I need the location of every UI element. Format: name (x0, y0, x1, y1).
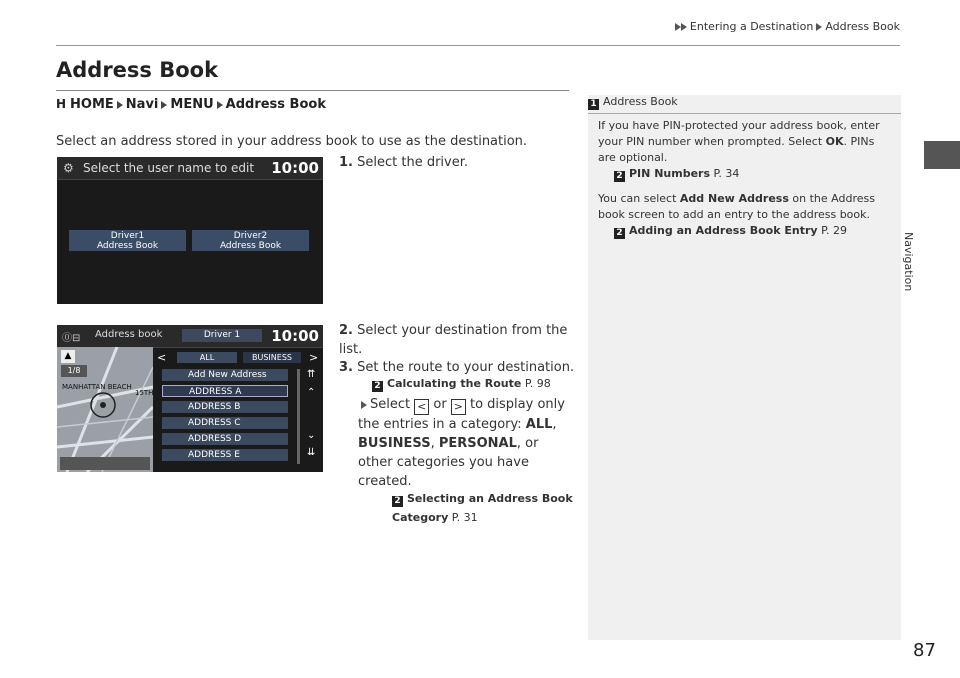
step-2-text: Select your destination from the list. (339, 323, 568, 357)
driver1-label: Driver1 (110, 231, 145, 241)
p2-text-b: on the Address book screen to add an entry to the address book. (598, 192, 875, 221)
step-3-number: 3. (339, 360, 353, 375)
screen1-title: Select the user name to edit (83, 161, 255, 175)
substep-text-c: , or other categories you have created. (358, 436, 539, 489)
scroll-up-icon[interactable]: ⌃ (307, 387, 316, 398)
xref-title-1: Selecting an Address Book (407, 492, 573, 505)
breadcrumb-part2[interactable]: Address Book (825, 20, 900, 33)
xref-page: P. 98 (524, 377, 551, 390)
substep-text-b: to display only the entries in a category: (358, 397, 565, 432)
xref-calculating-route[interactable] (372, 377, 551, 392)
side-note-header (588, 95, 901, 114)
xref-icon: 2 (614, 228, 625, 239)
note-icon: 1 (588, 99, 599, 110)
screen1-clock: 10:00 (271, 159, 319, 177)
breadcrumb-part1[interactable]: Entering a Destination (689, 20, 814, 33)
xref-page: P. 31 (451, 511, 478, 524)
step-1 (339, 153, 468, 172)
driver1-address-book-button[interactable] (69, 230, 186, 251)
map-street-label: 15TH (135, 389, 154, 397)
category-all: ALL (525, 417, 553, 432)
xref-selecting-category[interactable] (392, 489, 573, 527)
prev-category-icon[interactable]: < (157, 351, 167, 364)
section-label: Navigation (902, 232, 915, 292)
driver-tab[interactable]: Driver 1 (182, 329, 262, 342)
back-icon[interactable]: ⓪⊟ (62, 333, 81, 344)
x1-title: PIN Numbers (629, 167, 710, 180)
xref-title: Calculating the Route (387, 377, 522, 390)
driver1-sub-label: Address Book (96, 241, 159, 251)
list-item[interactable]: ADDRESS C (162, 417, 288, 429)
path-address-book: Address Book (225, 97, 326, 112)
map-label: MANHATTAN BEACH (62, 383, 132, 391)
xref-pin-numbers[interactable] (614, 166, 894, 182)
driver2-sub-label: Address Book (219, 241, 282, 251)
substep-text-a: Select (370, 397, 411, 412)
driver2-address-book-button[interactable] (192, 230, 309, 251)
list-item[interactable]: ADDRESS D (162, 433, 288, 445)
step-2-number: 2. (339, 323, 353, 338)
p2-bold: Add New Address (679, 192, 789, 205)
page-number: 87 (913, 640, 936, 661)
x2-title: Adding an Address Book Entry (629, 224, 818, 237)
driver2-label: Driver2 (233, 231, 268, 241)
path-home: HOME (70, 97, 114, 112)
xref-icon: 2 (614, 171, 625, 182)
list-item[interactable]: ADDRESS B (162, 401, 288, 413)
side-note-para-1 (598, 118, 894, 166)
right-chevron-icon: > (451, 399, 466, 415)
title-divider (56, 90, 569, 91)
scrollbar[interactable] (297, 369, 300, 464)
path-arrow-icon (217, 101, 223, 109)
side-note-para-2 (598, 191, 894, 223)
breadcrumb (672, 20, 900, 33)
substep-category: Select < or > to display only the entries in a category: ALL, BUSINESS, PERSONAL, or other categories you have created. (358, 397, 565, 489)
screen2-clock: 10:00 (271, 327, 319, 345)
bullet-arrow-icon (361, 401, 367, 409)
list-item[interactable]: ADDRESS A (162, 385, 288, 397)
breadcrumb-arrow-icon (816, 23, 822, 31)
north-arrow-icon[interactable]: ▲ (61, 350, 75, 363)
x1-page: P. 34 (713, 167, 740, 180)
screen2-title: Address book (95, 329, 163, 340)
section-tab-marker (924, 141, 960, 169)
list-item[interactable]: ADDRESS E (162, 449, 288, 461)
screen2-header (57, 325, 323, 348)
address-book-screenshot (57, 325, 323, 472)
next-category-icon[interactable]: > (309, 351, 319, 364)
gear-icon: ⚙ (63, 161, 74, 175)
p1-ok: OK (825, 135, 844, 148)
side-note-title: Address Book (603, 95, 678, 108)
path-navi: Navi (125, 97, 159, 112)
list-item[interactable]: Add New Address (162, 369, 288, 381)
step-2 (339, 321, 569, 359)
p2-text-a: You can select (598, 192, 677, 205)
scroll-down-icon[interactable]: ⌄ (307, 430, 316, 441)
xref-adding-entry[interactable] (614, 223, 894, 239)
page-up-icon[interactable]: ⇈ (307, 369, 316, 380)
x2-page: P. 29 (821, 224, 847, 237)
intro-text: Select an address stored in your address book to use as the destination. (56, 134, 528, 149)
step-3-text: Set the route to your destination. (357, 360, 575, 375)
page-title: Address Book (56, 58, 219, 82)
screen-header (57, 157, 323, 180)
path-arrow-icon (161, 101, 167, 109)
category-personal: PERSONAL (438, 436, 517, 451)
step-3 (339, 358, 579, 377)
left-chevron-icon: < (414, 399, 429, 415)
menu-path (56, 97, 326, 112)
driver-select-screenshot (57, 157, 323, 304)
step-1-text: Select the driver. (357, 155, 469, 170)
xref-icon: 2 (372, 381, 383, 392)
xref-icon: 2 (392, 496, 403, 507)
header-divider (56, 45, 900, 46)
tab-business[interactable]: BUSINESS (243, 352, 301, 363)
page-down-icon[interactable]: ⇊ (307, 447, 316, 458)
map-scale: 1/8 (61, 365, 87, 377)
category-business: BUSINESS (358, 436, 431, 451)
xref-title-2: Category (392, 511, 449, 524)
step-1-number: 1. (339, 155, 353, 170)
p1-text: If you have PIN-protected your address book, enter your PIN number when prompted. Select (598, 119, 880, 148)
substep-or: or (433, 397, 447, 412)
home-path-icon: H (56, 97, 67, 111)
p1-end: . PINs are optional. (598, 135, 875, 164)
side-note-body (598, 118, 894, 239)
path-arrow-icon (117, 101, 123, 109)
breadcrumb-arrow-icon (681, 23, 687, 31)
tab-all[interactable]: ALL (177, 352, 237, 363)
path-menu: MENU (170, 97, 214, 112)
